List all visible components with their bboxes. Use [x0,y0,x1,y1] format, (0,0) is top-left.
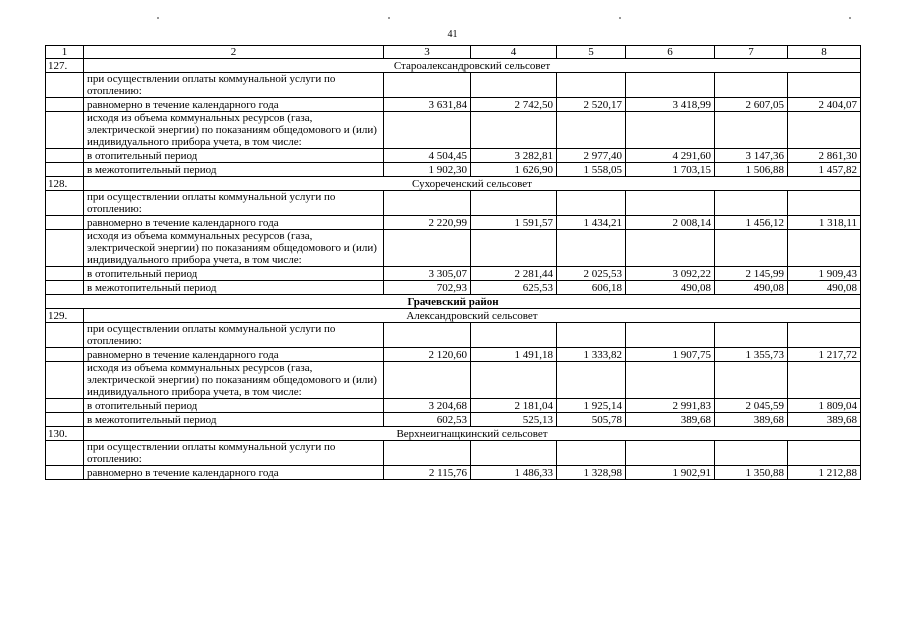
row-index-cell [46,267,84,281]
value-cell [471,441,557,466]
row-label: в отопительный период [84,399,384,413]
value-cell [384,230,471,267]
value-cell [626,230,715,267]
value-cell: 1 318,11 [788,216,861,230]
value-cell [715,73,788,98]
value-cell: 490,08 [788,281,861,295]
value-cell [384,323,471,348]
row-label: равномерно в течение календарного года [84,466,384,480]
value-cell [715,112,788,149]
row-index-cell [46,441,84,466]
table-row [46,362,861,399]
scan-speck [157,17,159,19]
value-cell [557,362,626,399]
value-cell: 3 204,68 [384,399,471,413]
value-cell [471,73,557,98]
value-cell: 3 092,22 [626,267,715,281]
value-cell: 1 907,75 [626,348,715,362]
value-cell [626,112,715,149]
value-cell: 702,93 [384,281,471,295]
page-number: 41 [447,29,458,40]
value-cell: 1 355,73 [715,348,788,362]
value-cell: 3 418,99 [626,98,715,112]
table-row [46,191,861,216]
table-row [46,413,861,427]
value-cell: 606,18 [557,281,626,295]
value-cell: 1 809,04 [788,399,861,413]
value-cell [557,441,626,466]
value-cell [557,230,626,267]
value-cell: 2 520,17 [557,98,626,112]
value-cell: 602,53 [384,413,471,427]
value-cell: 389,68 [788,413,861,427]
row-index-cell [46,216,84,230]
row-label: при осуществлении оплаты коммунальной услуги по отоплению: [84,441,384,466]
value-cell: 2 991,83 [626,399,715,413]
value-cell [715,441,788,466]
row-label: в межотопительный период [84,163,384,177]
value-cell [557,73,626,98]
value-cell: 1 456,12 [715,216,788,230]
table-row [46,163,861,177]
value-cell: 2 115,76 [384,466,471,480]
row-index-cell [46,348,84,362]
table-row [46,149,861,163]
value-cell [715,230,788,267]
value-cell [788,323,861,348]
column-number: 3 [384,46,471,59]
value-cell: 1 333,82 [557,348,626,362]
table-row [46,267,861,281]
value-cell: 2 742,50 [471,98,557,112]
value-cell: 1 350,88 [715,466,788,480]
value-cell: 1 434,21 [557,216,626,230]
row-label: при осуществлении оплаты коммунальной услуги по отоплению: [84,323,384,348]
value-cell: 1 457,82 [788,163,861,177]
value-cell: 2 607,05 [715,98,788,112]
value-cell: 1 328,98 [557,466,626,480]
value-cell [384,362,471,399]
section-title: Верхнеигнащкинский сельсовет [84,427,861,441]
row-index-cell [46,149,84,163]
value-cell [788,230,861,267]
table-row [46,399,861,413]
column-number: 1 [46,46,84,59]
section-row [46,59,861,73]
value-cell: 1 491,18 [471,348,557,362]
table-row [46,323,861,348]
table-row [46,230,861,267]
value-cell [384,73,471,98]
row-label: исходя из объема коммунальных ресурсов (газа, электрической энергии) по показаниям общедомового и (или) индивидуального прибора учета, в том числе: [84,362,384,399]
section-index: 129. [46,309,84,323]
scan-speck [388,17,390,19]
value-cell [557,112,626,149]
value-cell: 1 506,88 [715,163,788,177]
section-title: Староалександровский сельсовет [84,59,861,73]
column-number: 4 [471,46,557,59]
value-cell: 1 703,15 [626,163,715,177]
section-title: Александровский сельсовет [84,309,861,323]
value-cell: 2 181,04 [471,399,557,413]
row-label: при осуществлении оплаты коммунальной услуги по отоплению: [84,191,384,216]
row-index-cell [46,73,84,98]
value-cell: 1 626,90 [471,163,557,177]
table-row [46,348,861,362]
value-cell: 1 558,05 [557,163,626,177]
value-cell: 1 902,30 [384,163,471,177]
value-cell: 2 120,60 [384,348,471,362]
column-number: 5 [557,46,626,59]
value-cell: 389,68 [715,413,788,427]
row-index-cell [46,323,84,348]
district-row [46,295,861,309]
value-cell: 3 305,07 [384,267,471,281]
value-cell: 2 404,07 [788,98,861,112]
district-title: Грачевский район [46,295,861,309]
row-index-cell [46,466,84,480]
value-cell [626,191,715,216]
row-index-cell [46,98,84,112]
value-cell: 1 217,72 [788,348,861,362]
value-cell [557,191,626,216]
column-number: 8 [788,46,861,59]
value-cell [471,362,557,399]
table-row [46,73,861,98]
value-cell [384,112,471,149]
value-cell [788,112,861,149]
value-cell: 3 147,36 [715,149,788,163]
value-cell: 1 902,91 [626,466,715,480]
value-cell: 1 909,43 [788,267,861,281]
row-label: исходя из объема коммунальных ресурсов (газа, электрической энергии) по показаниям общедомового и (или) индивидуального прибора учета, в том числе: [84,112,384,149]
table-row [46,98,861,112]
value-cell: 2 008,14 [626,216,715,230]
row-index-cell [46,163,84,177]
value-cell [471,112,557,149]
value-cell: 1 925,14 [557,399,626,413]
value-cell [384,191,471,216]
column-number: 6 [626,46,715,59]
value-cell: 2 281,44 [471,267,557,281]
section-index: 130. [46,427,84,441]
tariff-table [45,45,861,480]
table-row [46,112,861,149]
row-label: равномерно в течение календарного года [84,348,384,362]
row-index-cell [46,413,84,427]
scan-speck [849,17,851,19]
table-row [46,441,861,466]
value-cell: 4 291,60 [626,149,715,163]
value-cell [626,73,715,98]
section-row [46,427,861,441]
row-label: в межотопительный период [84,281,384,295]
row-label: при осуществлении оплаты коммунальной услуги по отоплению: [84,73,384,98]
value-cell [626,441,715,466]
value-cell [471,230,557,267]
table-row [46,466,861,480]
section-index: 127. [46,59,84,73]
row-label: в отопительный период [84,149,384,163]
column-number: 7 [715,46,788,59]
value-cell: 2 861,30 [788,149,861,163]
section-title: Сухореченский сельсовет [84,177,861,191]
value-cell [715,191,788,216]
value-cell: 389,68 [626,413,715,427]
value-cell: 490,08 [715,281,788,295]
value-cell: 1 591,57 [471,216,557,230]
value-cell [557,323,626,348]
table-row [46,216,861,230]
value-cell [715,323,788,348]
value-cell [626,362,715,399]
section-row [46,309,861,323]
value-cell [788,441,861,466]
value-cell: 625,53 [471,281,557,295]
row-index-cell [46,399,84,413]
value-cell: 2 220,99 [384,216,471,230]
value-cell: 4 504,45 [384,149,471,163]
scan-speck [619,17,621,19]
row-label: в отопительный период [84,267,384,281]
table-row [46,281,861,295]
row-index-cell [46,281,84,295]
value-cell: 3 282,81 [471,149,557,163]
value-cell [471,191,557,216]
row-index-cell [46,230,84,267]
value-cell: 3 631,84 [384,98,471,112]
value-cell: 2 977,40 [557,149,626,163]
row-label: в межотопительный период [84,413,384,427]
value-cell [626,323,715,348]
value-cell: 490,08 [626,281,715,295]
column-number-row [46,46,861,59]
value-cell: 2 025,53 [557,267,626,281]
row-label: равномерно в течение календарного года [84,216,384,230]
value-cell [788,191,861,216]
row-label: равномерно в течение календарного года [84,98,384,112]
value-cell: 505,78 [557,413,626,427]
value-cell: 2 145,99 [715,267,788,281]
row-index-cell [46,362,84,399]
table-body [46,59,861,480]
value-cell: 2 045,59 [715,399,788,413]
value-cell [384,441,471,466]
section-index: 128. [46,177,84,191]
section-row [46,177,861,191]
value-cell: 1 486,33 [471,466,557,480]
row-index-cell [46,191,84,216]
value-cell: 1 212,88 [788,466,861,480]
row-label: исходя из объема коммунальных ресурсов (газа, электрической энергии) по показаниям общедомового и (или) индивидуального прибора учета, в том числе: [84,230,384,267]
value-cell: 525,13 [471,413,557,427]
value-cell [715,362,788,399]
value-cell [788,362,861,399]
column-number: 2 [84,46,384,59]
value-cell [471,323,557,348]
row-index-cell [46,112,84,149]
value-cell [788,73,861,98]
